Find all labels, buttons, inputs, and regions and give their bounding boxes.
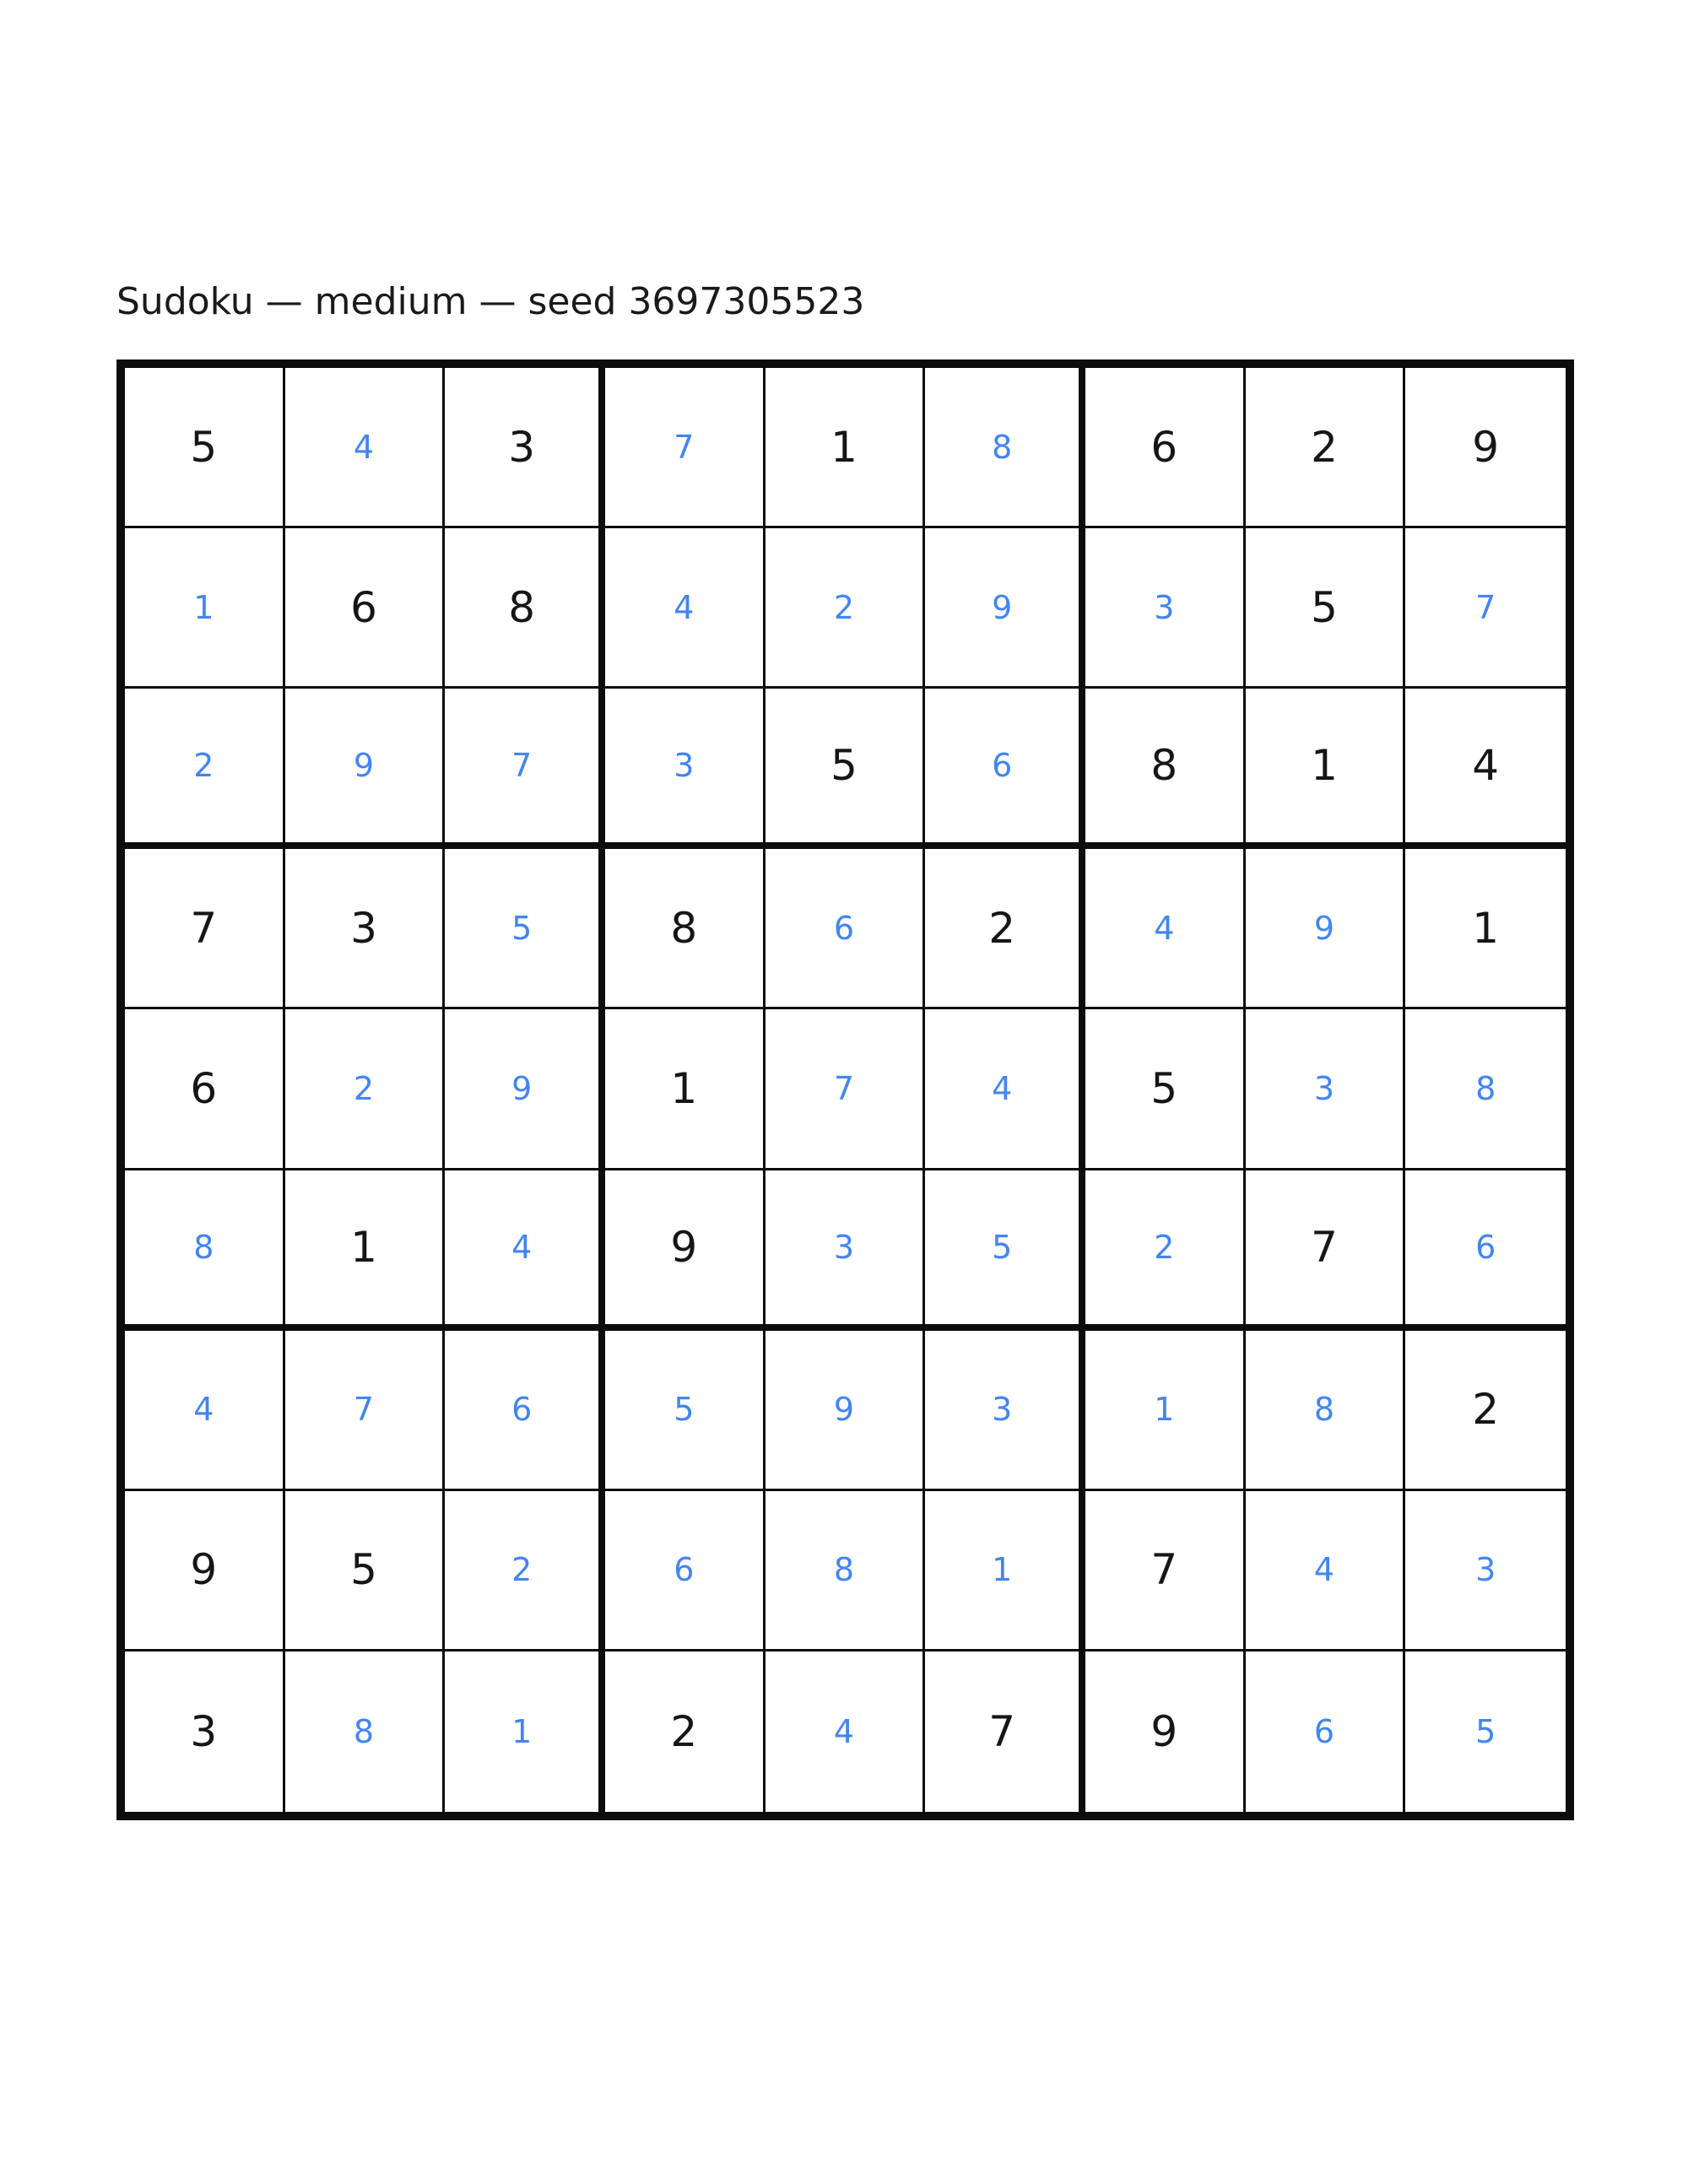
solved-digit: 5 <box>992 1228 1013 1266</box>
solved-digit: 3 <box>1475 1551 1496 1589</box>
solved-digit: 1 <box>1154 1391 1175 1429</box>
solved-digit: 2 <box>511 1551 533 1589</box>
solved-digit: 4 <box>1154 909 1175 947</box>
cell-r5c8[interactable] <box>1246 1009 1406 1170</box>
cell-r3c7[interactable] <box>1085 689 1246 849</box>
cell-r9c7[interactable] <box>1085 1652 1246 1812</box>
given-digit: 8 <box>508 582 536 632</box>
cell-r7c7[interactable] <box>1085 1331 1246 1491</box>
given-digit: 1 <box>830 422 858 472</box>
given-digit: 7 <box>988 1706 1016 1756</box>
cell-r4c3[interactable] <box>445 849 605 1009</box>
cell-r4c4[interactable] <box>605 849 766 1009</box>
cell-r6c2[interactable] <box>285 1170 446 1331</box>
solved-digit: 2 <box>1154 1228 1175 1266</box>
solved-digit: 6 <box>511 1391 533 1429</box>
cell-r6c5[interactable] <box>766 1170 926 1331</box>
given-digit: 6 <box>190 1063 218 1113</box>
solved-digit: 3 <box>1313 1069 1335 1107</box>
solved-digit: 6 <box>1313 1712 1335 1750</box>
cell-r7c6[interactable] <box>925 1331 1085 1491</box>
cell-r5c6[interactable] <box>925 1009 1085 1170</box>
solved-digit: 6 <box>1475 1228 1496 1266</box>
given-digit: 2 <box>1311 422 1338 472</box>
cell-r9c1[interactable] <box>125 1652 285 1812</box>
cell-r3c2[interactable] <box>285 689 446 849</box>
solved-digit: 5 <box>511 909 533 947</box>
solved-digit: 8 <box>833 1551 855 1589</box>
solved-digit: 9 <box>511 1069 533 1107</box>
solved-digit: 7 <box>511 747 533 785</box>
cell-r9c4[interactable] <box>605 1652 766 1812</box>
solved-digit: 7 <box>674 428 695 466</box>
solved-digit: 6 <box>992 747 1013 785</box>
cell-r9c5[interactable] <box>766 1652 926 1812</box>
cell-r6c9[interactable] <box>1405 1170 1566 1331</box>
cell-r6c1[interactable] <box>125 1170 285 1331</box>
cell-r1c1[interactable] <box>125 368 285 528</box>
solved-digit: 2 <box>353 1069 375 1107</box>
cell-r5c1[interactable] <box>125 1009 285 1170</box>
cell-r2c2[interactable] <box>285 528 446 689</box>
solved-digit: 2 <box>833 588 855 626</box>
cell-r8c5[interactable] <box>766 1491 926 1652</box>
cell-r5c9[interactable] <box>1405 1009 1566 1170</box>
given-digit: 1 <box>1311 741 1338 791</box>
cell-r7c8[interactable] <box>1246 1331 1406 1491</box>
cell-r3c4[interactable] <box>605 689 766 849</box>
solved-digit: 3 <box>674 747 695 785</box>
given-digit: 1 <box>670 1063 698 1113</box>
cell-r7c4[interactable] <box>605 1331 766 1491</box>
cell-r9c8[interactable] <box>1246 1652 1406 1812</box>
solved-digit: 1 <box>511 1712 533 1750</box>
solved-digit: 4 <box>1313 1551 1335 1589</box>
given-digit: 7 <box>1311 1222 1338 1272</box>
given-digit: 3 <box>508 422 536 472</box>
cell-r8c1[interactable] <box>125 1491 285 1652</box>
given-digit: 5 <box>350 1545 377 1595</box>
cell-r4c2[interactable] <box>285 849 446 1009</box>
cell-r3c3[interactable] <box>445 689 605 849</box>
given-digit: 1 <box>350 1222 377 1272</box>
cell-r8c2[interactable] <box>285 1491 446 1652</box>
cell-r8c3[interactable] <box>445 1491 605 1652</box>
cell-r5c7[interactable] <box>1085 1009 1246 1170</box>
solved-digit: 8 <box>1475 1069 1496 1107</box>
given-digit: 7 <box>190 903 218 953</box>
cell-r4c5[interactable] <box>766 849 926 1009</box>
solved-digit: 8 <box>992 428 1013 466</box>
cell-r2c4[interactable] <box>605 528 766 689</box>
given-digit: 5 <box>1311 582 1338 632</box>
cell-r1c4[interactable] <box>605 368 766 528</box>
solved-digit: 5 <box>1475 1712 1496 1750</box>
given-digit: 6 <box>1150 422 1178 472</box>
cell-r6c8[interactable] <box>1246 1170 1406 1331</box>
cell-r6c6[interactable] <box>925 1170 1085 1331</box>
solved-digit: 8 <box>1313 1391 1335 1429</box>
cell-r8c8[interactable] <box>1246 1491 1406 1652</box>
given-digit: 5 <box>830 741 858 791</box>
solved-digit: 6 <box>674 1551 695 1589</box>
cell-r1c5[interactable] <box>766 368 926 528</box>
cell-r5c3[interactable] <box>445 1009 605 1170</box>
cell-r5c5[interactable] <box>766 1009 926 1170</box>
cell-r2c7[interactable] <box>1085 528 1246 689</box>
solved-digit: 3 <box>1154 588 1175 626</box>
cell-r9c2[interactable] <box>285 1652 446 1812</box>
cell-r7c1[interactable] <box>125 1331 285 1491</box>
given-digit: 3 <box>190 1706 218 1756</box>
cell-r6c7[interactable] <box>1085 1170 1246 1331</box>
cell-r2c1[interactable] <box>125 528 285 689</box>
cell-r7c9[interactable] <box>1405 1331 1566 1491</box>
cell-r1c9[interactable] <box>1405 368 1566 528</box>
cell-r8c9[interactable] <box>1405 1491 1566 1652</box>
given-digit: 3 <box>350 903 377 953</box>
cell-r4c6[interactable] <box>925 849 1085 1009</box>
given-digit: 1 <box>1472 903 1500 953</box>
sudoku-board <box>116 359 1574 1820</box>
given-digit: 2 <box>988 903 1016 953</box>
given-digit: 9 <box>190 1545 218 1595</box>
given-digit: 2 <box>1472 1385 1500 1435</box>
cell-r6c3[interactable] <box>445 1170 605 1331</box>
cell-r7c3[interactable] <box>445 1331 605 1491</box>
given-digit: 5 <box>1150 1063 1178 1113</box>
solved-digit: 1 <box>193 588 214 626</box>
given-digit: 8 <box>1150 741 1178 791</box>
solved-digit: 4 <box>992 1069 1013 1107</box>
cell-r1c8[interactable] <box>1246 368 1406 528</box>
solved-digit: 2 <box>193 747 214 785</box>
solved-digit: 9 <box>353 747 375 785</box>
solved-digit: 4 <box>833 1712 855 1750</box>
cell-r8c7[interactable] <box>1085 1491 1246 1652</box>
cell-r3c5[interactable] <box>766 689 926 849</box>
given-digit: 9 <box>670 1222 698 1272</box>
cell-r3c9[interactable] <box>1405 689 1566 849</box>
given-digit: 2 <box>670 1706 698 1756</box>
cell-r2c5[interactable] <box>766 528 926 689</box>
solved-digit: 7 <box>353 1391 375 1429</box>
solved-digit: 3 <box>992 1391 1013 1429</box>
cell-r4c7[interactable] <box>1085 849 1246 1009</box>
solved-digit: 5 <box>674 1391 695 1429</box>
cell-r1c3[interactable] <box>445 368 605 528</box>
given-digit: 9 <box>1150 1706 1178 1756</box>
puzzle-title: Sudoku — medium — seed 3697305523 <box>116 280 865 323</box>
cell-r8c4[interactable] <box>605 1491 766 1652</box>
given-digit: 8 <box>670 903 698 953</box>
solved-digit: 4 <box>511 1228 533 1266</box>
solved-digit: 1 <box>992 1551 1013 1589</box>
solved-digit: 9 <box>992 588 1013 626</box>
cell-r9c3[interactable] <box>445 1652 605 1812</box>
solved-digit: 4 <box>193 1391 214 1429</box>
cell-r9c6[interactable] <box>925 1652 1085 1812</box>
cell-r9c9[interactable] <box>1405 1652 1566 1812</box>
cell-r5c2[interactable] <box>285 1009 446 1170</box>
cell-r3c6[interactable] <box>925 689 1085 849</box>
solved-digit: 6 <box>833 909 855 947</box>
solved-digit: 4 <box>353 428 375 466</box>
cell-r7c2[interactable] <box>285 1331 446 1491</box>
solved-digit: 7 <box>833 1069 855 1107</box>
cell-r8c6[interactable] <box>925 1491 1085 1652</box>
cell-r1c7[interactable] <box>1085 368 1246 528</box>
cell-r4c8[interactable] <box>1246 849 1406 1009</box>
given-digit: 9 <box>1472 422 1500 472</box>
solved-digit: 9 <box>833 1391 855 1429</box>
solved-digit: 8 <box>353 1712 375 1750</box>
solved-digit: 9 <box>1313 909 1335 947</box>
cell-r2c8[interactable] <box>1246 528 1406 689</box>
cell-r2c3[interactable] <box>445 528 605 689</box>
cell-r7c5[interactable] <box>766 1331 926 1491</box>
cell-r3c8[interactable] <box>1246 689 1406 849</box>
cell-r1c2[interactable] <box>285 368 446 528</box>
solved-digit: 7 <box>1475 588 1496 626</box>
cell-r1c6[interactable] <box>925 368 1085 528</box>
given-digit: 4 <box>1472 741 1500 791</box>
cell-r4c9[interactable] <box>1405 849 1566 1009</box>
cell-r3c1[interactable] <box>125 689 285 849</box>
given-digit: 7 <box>1150 1545 1178 1595</box>
cell-r2c9[interactable] <box>1405 528 1566 689</box>
cell-r2c6[interactable] <box>925 528 1085 689</box>
given-digit: 6 <box>350 582 377 632</box>
cell-r5c4[interactable] <box>605 1009 766 1170</box>
cell-r6c4[interactable] <box>605 1170 766 1331</box>
solved-digit: 4 <box>674 588 695 626</box>
cell-r4c1[interactable] <box>125 849 285 1009</box>
solved-digit: 3 <box>833 1228 855 1266</box>
given-digit: 5 <box>190 422 218 472</box>
solved-digit: 8 <box>193 1228 214 1266</box>
